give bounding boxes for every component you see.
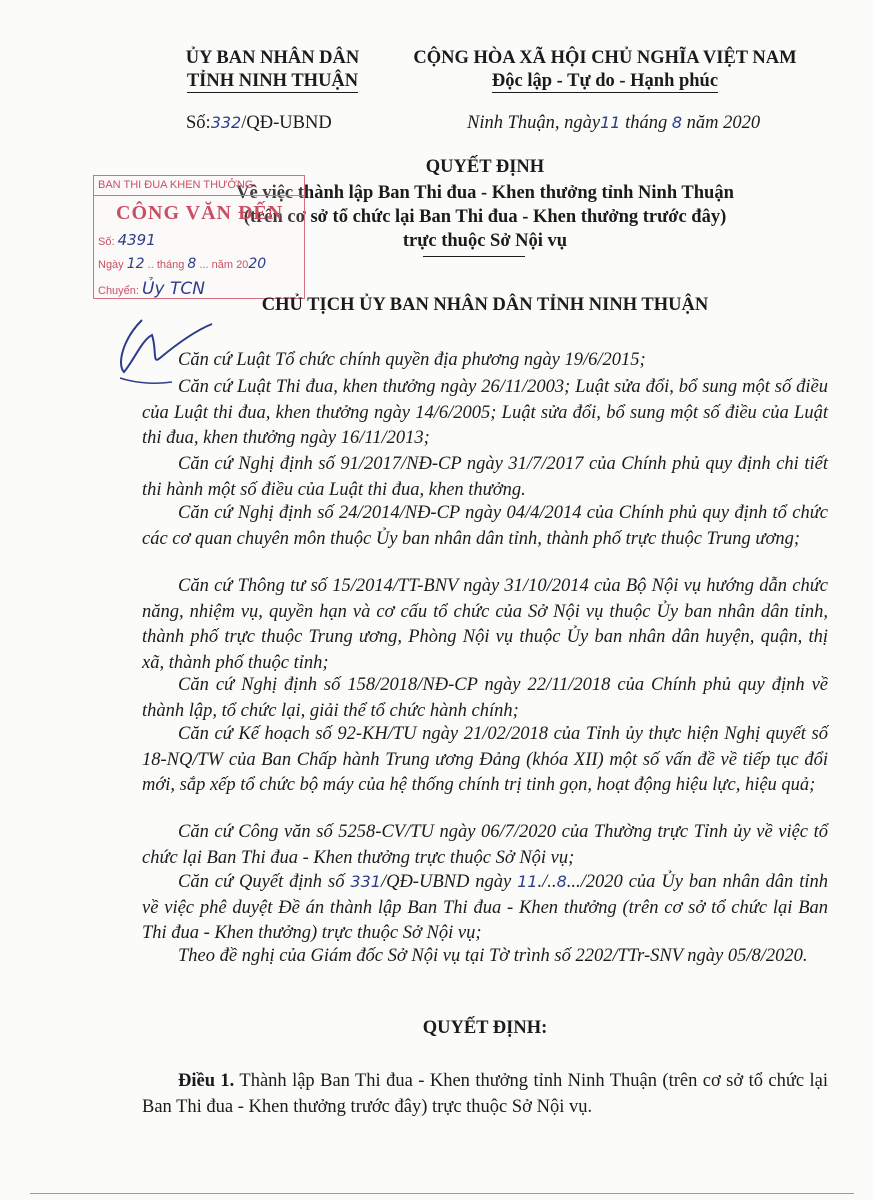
issuer-line1: ỦY BAN NHÂN DÂN <box>185 48 360 68</box>
stamp-forward: Chuyển: Ủy TCN <box>98 279 205 299</box>
article-1: Điều 1. Thành lập Ban Thi đua - Khen thưởng tỉnh Ninh Thuận (trên cơ sở tổ chức lại Ban Thi đua - Khen thưởng trước đây) trực thuộc Sở Nội vụ. <box>142 1071 829 1117</box>
document-subtitle-3: trực thuộc Sở Nội vụ <box>402 231 568 251</box>
document-subtitle-1: Về việc thành lập Ban Thi đua - Khen thưởng tỉnh Ninh Thuận <box>236 183 734 203</box>
document-title: QUYẾT ĐỊNH <box>425 157 545 177</box>
authority-heading: CHỦ TỊCH ỦY BAN NHÂN DÂN TỈNH NINH THUẬN <box>261 295 709 315</box>
legal-basis-4: Căn cứ Nghị định số 24/2014/NĐ-CP ngày 04/4/2014 của Chính phủ quy định tổ chức các cơ quan chuyên môn thuộc Ủy ban nhân dân tỉnh, thành phố trực thuộc Trung ương; <box>142 503 828 549</box>
stamp-number: Số: 4391 <box>98 231 156 249</box>
legal-basis-8: Căn cứ Công văn số 5258-CV/TU ngày 06/7/2020 của Thường trực Tỉnh ủy về việc tổ chức lại Ban Thi đua - Khen thưởng trực thuộc Sở Nội vụ; <box>142 822 828 868</box>
legal-basis-10: Theo đề nghị của Giám đốc Sở Nội vụ tại Tờ trình số 2202/TTr-SNV ngày 05/8/2020. <box>178 946 808 966</box>
stamp-divider <box>94 195 304 196</box>
title-underline <box>423 256 525 257</box>
page-bottom-edge <box>30 1193 854 1194</box>
stamp-title: CÔNG VĂN ĐẾN <box>116 202 284 224</box>
stamp-header: BAN THI ĐUA KHEN THƯỞNG <box>98 179 254 191</box>
legal-basis-7: Căn cứ Kế hoạch số 92-KH/TU ngày 21/02/2018 của Tỉnh ủy thực hiện Nghị quyết số 18-NQ/TW của Ban Chấp hành Trung ương Đảng (khóa XII) một số vấn đề về tiếp tục đổi mới, sắp xếp tổ chức bộ máy của hệ thống chính trị tinh gọn, hoạt động hiệu lực, hiệu quả; <box>142 724 828 796</box>
national-motto: Độc lập - Tự do - Hạnh phúc <box>491 71 719 91</box>
handwritten-day: 11 <box>600 113 621 132</box>
handwritten-month: 8 <box>671 113 683 132</box>
decision-heading: QUYẾT ĐỊNH: <box>422 1018 548 1038</box>
legal-basis-2: Căn cứ Luật Thi đua, khen thưởng ngày 26/11/2003; Luật sửa đổi, bổ sung một số điều của Luật thi đua, khen thưởng ngày 14/6/2005; Luật sửa đổi, bổ sung một số điều của Luật thi đua, khen thưởng ngày 16/11/2013; <box>142 377 828 449</box>
issuer-line2: TỈNH NINH THUẬN <box>186 71 359 91</box>
legal-basis-5: Căn cứ Thông tư số 15/2014/TT-BNV ngày 31/10/2014 của Bộ Nội vụ hướng dẫn chức năng, nhiệm vụ, quyền hạn và cơ cấu tổ chức của Sở Nội vụ thuộc Ủy ban nhân dân tỉnh, thành phố trực thuộc Trung ương, Phòng Nội vụ thuộc Ủy ban nhân dân huyện, quận, thị xã, thành phố thuộc tỉnh; <box>142 576 828 673</box>
legal-basis-1: Căn cứ Luật Tổ chức chính quyền địa phương ngày 19/6/2015; <box>178 350 646 370</box>
document-date: Ninh Thuận, ngày11 tháng 8 năm 2020 <box>467 113 761 133</box>
handwritten-decision-month: 8 <box>556 872 567 891</box>
handwritten-decision-number: 331 <box>350 872 381 891</box>
document-number: Số:332/QĐ-UBND <box>186 113 332 133</box>
document-subtitle-2: (trên cơ sở tổ chức lại Ban Thi đua - Khen thưởng trước đây) <box>243 207 727 227</box>
handwritten-number: 332 <box>210 113 242 132</box>
handwritten-decision-day: 11 <box>517 872 538 891</box>
article-1-label: Điều 1. <box>178 1071 235 1091</box>
legal-basis-9: Căn cứ Quyết định số 331/QĐ-UBND ngày 11./..8.../2020 của Ủy ban nhân dân tỉnh về việc phê duyệt Đề án thành lập Ban Thi đua - Khen thưởng (trên cơ sở tổ chức lại Ban Thi đua - Khen thưởng) trực thuộc Sở Nội vụ; <box>142 872 829 944</box>
legal-basis-3: Căn cứ Nghị định số 91/2017/NĐ-CP ngày 31/7/2017 của Chính phủ quy định chi tiết thi hành một số điều của Luật thi đua, khen thưởng. <box>142 454 828 500</box>
incoming-document-stamp <box>93 175 305 299</box>
national-title: CỘNG HÒA XÃ HỘI CHỦ NGHĨA VIỆT NAM <box>413 48 797 68</box>
stamp-date: Ngày 12 .. tháng 8 ... năm 2020 <box>98 256 267 272</box>
legal-basis-6: Căn cứ Nghị định số 158/2018/NĐ-CP ngày 22/11/2018 của Chính phủ quy định về thành lập, tổ chức lại, giải thể tổ chức hành chính; <box>142 675 828 721</box>
